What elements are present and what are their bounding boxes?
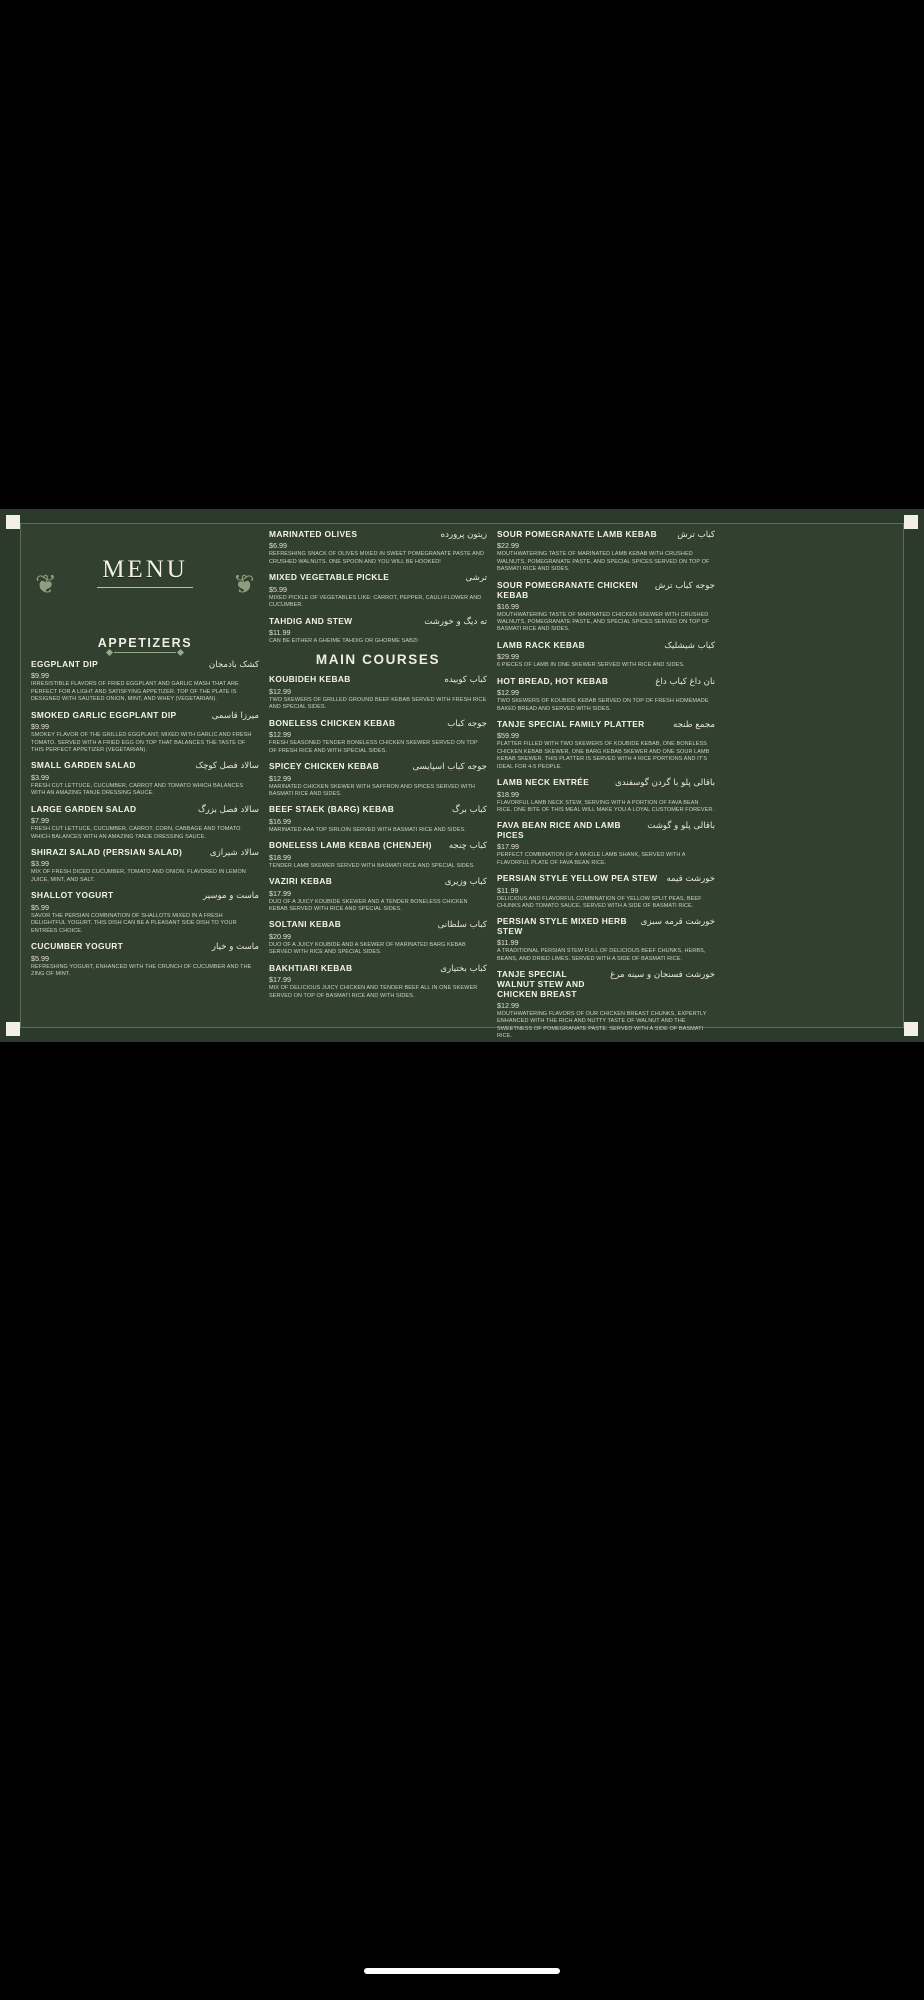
menu-item — [31, 761, 259, 797]
menu-item-description: 6 PIECES OF LAMB IN ONE SKEWER SERVED WITH RICE AND SIDES. — [497, 662, 685, 669]
menu-item-price: $5.99 — [269, 584, 287, 594]
menu-item — [269, 617, 487, 646]
menu-item — [31, 848, 259, 884]
menu-item-description: DELICIOUS AND FLAVORFUL COMBINATION OF YELLOW SPLIT PEAS, BEEF CHUNKS AND TOMATO SAUCE, SERVED WITH A SIDE OF BASMATI RICE. — [497, 895, 702, 909]
menu-item-description: REFRESHING SNACK OF OLIVES MIXED IN SWEET POMEGRANATE PASTE AND CRUSHED WALNUTS. ONE SPOON AND YOU WILL BE HOOKED! — [269, 551, 484, 565]
menu-item-name: SMALL GARDEN SALAD — [31, 760, 136, 771]
menu-item-price: $20.99 — [269, 931, 291, 941]
menu-item — [497, 530, 715, 574]
menu-item — [497, 778, 715, 814]
menu-item-description: MIX OF FRESH DICED CUCUMBER, TOMATO AND ONION. FLAVORED IN LEMON JUICE, MINT, AND SALT. — [31, 869, 246, 883]
page-title: MENU — [102, 556, 188, 583]
menu-item-name: FAVA BEAN RICE AND LAMB PICES — [497, 820, 621, 841]
menu-item-name-farsi: کباب شیشلیک — [664, 640, 715, 651]
menu-item-description: TWO SKEWERS OF KOUBIDE KEBAB SERVED ON TOP OF FRESH HOMEMADE BAKED BREAD AND SERVED WITH SIDES. — [497, 698, 709, 712]
section-divider-appetizers — [114, 652, 176, 653]
menu-item-price: $11.99 — [497, 938, 519, 948]
menu-item-description: FLAVORFUL LAMB NECK STEW, SERVING WITH A PORTION OF FAVA BEAN RICE. ONE BITE OF THIS MEAL WILL MAKE YOU A LOYAL CUSTOMER FOREVER. — [497, 799, 715, 813]
menu-item — [269, 841, 487, 870]
menu-item — [497, 677, 715, 713]
menu-item — [497, 970, 715, 1040]
menu-item-price: $16.99 — [497, 601, 519, 611]
menu-item-name-farsi: کباب سلطانی — [437, 920, 487, 931]
flourish-ornament-left: ❦ — [35, 570, 57, 600]
menu-item-name: TANJE SPECIAL WALNUT STEW AND CHICKEN BREAST — [497, 969, 585, 999]
menu-masthead — [31, 556, 259, 630]
menu-item-header — [497, 677, 715, 687]
menu-item-name: LAMB NECK ENTRÉE — [497, 777, 590, 788]
menu-item-price: $7.99 — [31, 816, 49, 826]
menu-item — [31, 891, 259, 935]
home-indicator[interactable] — [364, 1968, 560, 1974]
menu-item-price: $17.99 — [269, 888, 291, 898]
menu-item-description: MOUTHWATERING TASTE OF MARINATED CHICKEN SKEWER WITH CRUSHED WALNUTS, POMEGRANATE PASTE, AND SPECIAL SPICES SERVED ON TOP OF BASMATI RICE AND SIDES. — [497, 611, 710, 633]
menu-item — [497, 821, 715, 867]
menu-item-description: CAN BE EITHER A GHEIME TAHDIG OR GHORME SABZI — [269, 638, 418, 645]
menu-item-name: BAKHTIARI KEBAB — [269, 962, 353, 973]
menu-item-price: $9.99 — [31, 671, 49, 681]
menu-item-header — [31, 711, 259, 721]
menu-item-name-farsi: خورشت فسنجان و سینه مرغ — [610, 970, 715, 981]
menu-item-description: MIXED PICKLE OF VEGETABLES LIKE: CARROT, PEPPER, CAULI-FLOWER AND CUCUMBER. — [269, 594, 482, 609]
menu-item-header — [269, 573, 487, 583]
menu-item-name: EGGPLANT DIP — [31, 659, 99, 669]
menu-item-description: MARINATED AAA TOP SIRLOIN SERVED WITH BASMATI RICE AND SIDES. — [269, 826, 466, 833]
menu-item-name: TAHDIG AND STEW — [269, 615, 353, 626]
menu-item-name-farsi: جوجه کباب ترش — [654, 580, 715, 591]
menu-item-name: CUCUMBER YOGURT — [31, 941, 124, 952]
menu-item-header — [269, 530, 487, 540]
menu-item-name-farsi: کباب وزیری — [444, 877, 487, 888]
menu-item-header — [269, 675, 487, 685]
menu-item — [269, 719, 487, 755]
menu-panel — [20, 523, 904, 1039]
menu-item-name: SOUR POMEGRANATE CHICKEN KEBAB — [497, 579, 638, 600]
menu-item-name: VAZIRI KEBAB — [269, 876, 333, 887]
menu-item — [269, 805, 487, 834]
menu-item-header — [269, 617, 487, 627]
menu-item-header — [497, 530, 715, 540]
menu-item-header — [497, 821, 715, 841]
menu-item-price: $9.99 — [31, 722, 49, 732]
menu-item-name: LAMB RACK KEBAB — [497, 639, 586, 650]
menu-item-description: PERFECT COMBINATION OF A WHOLE LAMB SHANK, SERVED WITH A FLAVORFUL PLATE OF FAVA BEAN RICE. — [497, 852, 686, 866]
section-heading-appetizers: APPETIZERS — [97, 636, 193, 650]
menu-item-header — [31, 761, 259, 771]
menu-item — [269, 920, 487, 956]
menu-item-name-farsi: سالاد شیرازی — [209, 848, 259, 859]
menu-item-name-farsi: کباب ترش — [677, 530, 715, 540]
menu-item-header — [497, 641, 715, 651]
menu-item-header — [31, 805, 259, 815]
menu-item-description: MARINATED CHICKEN SKEWER WITH SAFFRON AND SPICES SERVED WITH BASMATI RICE AND SIDES. — [269, 783, 475, 797]
menu-item — [31, 942, 259, 978]
menu-item-name: SOLTANI KEBAB — [269, 919, 342, 930]
menu-item-description: REFRESHING YOGURT, ENHANCED WITH THE CRUNCH OF CUCUMBER AND THE ZING OF MINT. — [31, 963, 252, 977]
menu-item-description: MOUTHWATERING TASTE OF MARINATED LAMB KEBAB WITH CRUSHED WALNUTS, POMEGRANATE PASTE, AND SPECIAL SPICES SERVED ON TOP OF BASMATI RICE AND SIDES. — [497, 551, 710, 573]
menu-item — [269, 964, 487, 1000]
menu-item-header — [269, 805, 487, 815]
menu-item-description: SMOKEY FLAVOR OF THE GRILLED EGGPLANT, MIXED WITH GARLIC AND FRESH TOMATO. SERVED WITH A FRIED EGG ON TOP THAT BALANCES THE TASTE OF THIS PERFECT APPETIZER (VEGETARIAN). — [31, 732, 252, 754]
menu-item-name-farsi: مجمع طنجه — [672, 719, 715, 730]
crop-mark-top-left — [6, 515, 20, 529]
menu-item — [269, 877, 487, 913]
menu-item — [269, 530, 487, 566]
crop-mark-top-right — [904, 515, 918, 529]
menu-item-name-farsi: خورشت قیمه — [666, 874, 715, 885]
menu-item-name-farsi: خورشت قرمه سبزی — [640, 917, 715, 928]
menu-item-name-farsi: جوجه کباب اسپایسی — [412, 762, 487, 773]
menu-item-name-farsi: ماست و خیار — [211, 942, 259, 953]
menu-item-price: $29.99 — [497, 652, 519, 662]
menu-item-name: SMOKED GARLIC EGGPLANT DIP — [31, 709, 177, 720]
menu-item-header — [269, 877, 487, 887]
menu-item-header — [31, 942, 259, 952]
menu-item-description: TWO SKEWERS OF GRILLED GROUND BEEF KEBAB SERVED WITH FRESH RICE AND SPECIAL SIDES. — [269, 696, 487, 711]
menu-item-description: PLATTER FILLED WITH TWO SKEWERS OF KOUBIDE KEBAB, ONE BONELESS CHICKEN KEBAB SKEWER, ONE BARG KEBAB SKEWER AND ONE SOUR LAMB KEBAB SKEWER. THIS PLATTER IS SERVED WITH 4 RICE PORTIONS AND IT'S IDEAL FOR 4-5 PEOPLE. — [497, 741, 710, 770]
menu-item-price: $3.99 — [31, 772, 49, 782]
menu-item-name-farsi: سالاد فصل کوچک — [195, 761, 259, 772]
menu-item-header — [31, 848, 259, 858]
menu-item-name: MIXED VEGETABLE PICKLE — [269, 572, 390, 583]
menu-column-specialties — [497, 529, 715, 1039]
menu-item-header — [497, 970, 715, 1000]
menu-item-header — [497, 720, 715, 730]
menu-item-name-farsi: ته دیگ و خورشت — [424, 616, 487, 627]
menu-item-price: $22.99 — [497, 541, 519, 551]
menu-item-header — [269, 719, 487, 729]
menu-item — [497, 874, 715, 910]
menu-item-name: HOT BREAD, HOT KEBAB — [497, 675, 609, 686]
menu-item-description: DUO OF A JUICY KOUBIDE SKEWER AND A TENDER BONELESS CHICKEN KEBAB SERVED WITH RICE AND SPECIAL SIDES. — [269, 898, 468, 912]
menu-item-header — [497, 874, 715, 884]
menu-item-name-farsi: کباب چنجه — [448, 841, 487, 852]
menu-item-price: $5.99 — [31, 953, 49, 963]
menu-item — [497, 581, 715, 634]
menu-item-header — [497, 778, 715, 788]
menu-item-description: SAVOR THE PERSIAN COMBINATION OF SHALLOTS MIXED IN A FRESH DELIGHTFUL YOGURT. THIS DISH CAN BE A PLEASANT SIDE DISH TO YOUR ENTRÉES CHOICE. — [31, 912, 237, 934]
menu-item-description: FRESH CUT LETTUCE, CUCUMBER, CARROT, CORN, CABBAGE AND TOMATO WHICH BALANCES WITH AN AMAZING TANJE DRESSING SAUCE. — [31, 826, 241, 840]
menu-item-name: BONELESS CHICKEN KEBAB — [269, 717, 396, 728]
menu-item-name: BEEF STAEK (BARG) KEBAB — [269, 804, 395, 815]
menu-item-description: DUO OF A JUICY KOUBIDE AND A SKEWER OF MARINATED BARG KEBAB SERVED WITH RICE AND SPECIAL SIDES. — [269, 941, 466, 956]
menu-columns — [21, 524, 903, 1039]
menu-item-name: KOUBIDEH KEBAB — [269, 674, 351, 685]
menu-item-name: SOUR POMEGRANATE LAMB KEBAB — [497, 529, 658, 539]
menu-item-name: SPICEY CHICKEN KEBAB — [269, 761, 380, 772]
menu-item-name: SHALLOT YOGURT — [31, 890, 114, 901]
menu-item-name-farsi: زیتون پرورده — [440, 530, 487, 540]
menu-column-main-courses — [269, 530, 487, 1021]
menu-item — [269, 762, 487, 798]
menu-item — [497, 720, 715, 771]
menu-item — [497, 641, 715, 670]
menu-item-price: $18.99 — [269, 852, 291, 862]
menu-item-name-farsi: کباب برگ — [452, 805, 487, 816]
menu-item-header — [497, 917, 715, 937]
menu-item-description: IRRESISTIBLE FLAVORS OF FRIED EGGPLANT AND GARLIC MASH THAT ARE PERFECT FOR A LIGHT AND SATISFYING APPETIZER. TOP OF THE PLATE IS DESIGNED WITH SAUTEED ONION, MINT, AND WHEY (VEGETARIAN). — [31, 681, 239, 703]
menu-item-name-farsi: میرزا قاسمی — [211, 710, 259, 721]
menu-item-price: $17.99 — [269, 975, 291, 985]
menu-item-header — [269, 920, 487, 930]
menu-item-header — [497, 581, 715, 601]
menu-item-name-farsi: باقالی پلو و گوشت — [647, 821, 715, 832]
menu-item — [269, 675, 487, 711]
menu-item-price: $12.99 — [269, 773, 291, 783]
menu-item-name-farsi: ماست و موسیر — [202, 891, 259, 902]
menu-item-name: SHIRAZI SALAD (PERSIAN SALAD) — [31, 847, 183, 858]
menu-item-price: $3.99 — [31, 859, 49, 869]
menu-item-name-farsi: کباب بختیاری — [440, 963, 487, 974]
menu-item-price: $18.99 — [497, 789, 519, 799]
menu-item-header — [31, 891, 259, 901]
menu-item-name: PERSIAN STYLE YELLOW PEA STEW — [497, 873, 658, 884]
menu-item-price: $11.99 — [269, 628, 291, 638]
menu-item-header — [31, 660, 259, 670]
menu-item — [31, 805, 259, 841]
menu-item-name-farsi: ترشی — [465, 573, 487, 584]
menu-item-description: A TRADITIONAL PERSIAN STEW FULL OF DELICIOUS BEEF CHUNKS, HERBS, BEANS, AND DRIED LIMES. SERVED WITH A SIDE OF BASMATI RICE. — [497, 948, 706, 962]
flourish-ornament-right: ❦ — [233, 570, 255, 600]
menu-item-name-farsi: جوجه کباب — [447, 718, 487, 729]
menu-item-description: MOUTHWATERING FLAVORS OF OUR CHICKEN BREAST CHUNKS, EXPERTLY ENHANCED WITH THE RICH AND NUTTY TASTE OF WALNUT AND THE SWEETNESS OF POMEGRANATE PASTE. SERVED WITH A SIDE OF BASMATI RICE. — [497, 1010, 707, 1039]
menu-document — [0, 509, 924, 1042]
menu-item-price: $59.99 — [497, 731, 519, 741]
menu-item-name-farsi: کشک بادمجان — [208, 660, 259, 670]
menu-item-header — [269, 841, 487, 851]
menu-item-name-farsi: باقالی پلو با گردن گوسفندی — [614, 778, 715, 789]
section-heading-main-courses: MAIN COURSES — [315, 652, 441, 668]
menu-item — [31, 711, 259, 755]
crop-mark-bottom-left — [6, 1022, 20, 1036]
menu-item-price: $12.99 — [269, 730, 291, 740]
crop-mark-bottom-right — [904, 1022, 918, 1036]
menu-item-name-farsi: نان داغ کباب داغ — [655, 676, 715, 687]
menu-item-price: $11.99 — [497, 885, 519, 895]
menu-item-name: MARINATED OLIVES — [269, 529, 358, 539]
menu-item-price: $12.99 — [497, 1000, 519, 1010]
menu-item-price: $12.99 — [497, 688, 519, 698]
menu-item-header — [269, 964, 487, 974]
menu-item — [269, 573, 487, 609]
menu-item-header — [269, 762, 487, 772]
menu-column-appetizers — [31, 530, 259, 1021]
menu-item-price: $16.99 — [269, 816, 291, 826]
menu-item-price: $17.99 — [497, 842, 519, 852]
menu-item-name-farsi: سالاد فصل بزرگ — [197, 804, 259, 815]
masthead-divider — [97, 587, 193, 588]
menu-item-description: MIX OF DELICIOUS JUICY CHICKEN AND TENDER BEEF ALL IN ONE SKEWER SERVED ON TOP OF BASMATI RICE AND WITH SIDES. — [269, 985, 478, 999]
menu-item-name: BONELESS LAMB KEBAB (CHENJEH) — [269, 840, 432, 851]
menu-item-description: FRESH CUT LETTUCE, CUCUMBER, CARROT AND TOMATO WHICH BALANCES WITH AN AMAZING TANJE DRESSING SAUCE. — [31, 782, 244, 797]
menu-item-name-farsi: کباب کوبیده — [444, 675, 487, 686]
menu-item-name: LARGE GARDEN SALAD — [31, 803, 137, 814]
menu-item-description: FRESH SEASONED TENDER BONELESS CHICKEN SKEWER SERVED ON TOP OF FRESH RICE AND WITH SPECIAL SIDES. — [269, 740, 478, 754]
menu-item-description: TENDER LAMB SKEWER SERVED WITH BASMATI RICE AND SPECIAL SIDES. — [269, 862, 475, 869]
menu-item — [31, 660, 259, 704]
menu-item-name: PERSIAN STYLE MIXED HERB STEW — [497, 916, 627, 937]
menu-item — [497, 917, 715, 963]
menu-item-name: TANJE SPECIAL FAMILY PLATTER — [497, 718, 645, 729]
menu-item-price: $6.99 — [269, 541, 287, 551]
menu-item-price: $12.99 — [269, 686, 291, 696]
menu-item-price: $5.99 — [31, 902, 49, 912]
